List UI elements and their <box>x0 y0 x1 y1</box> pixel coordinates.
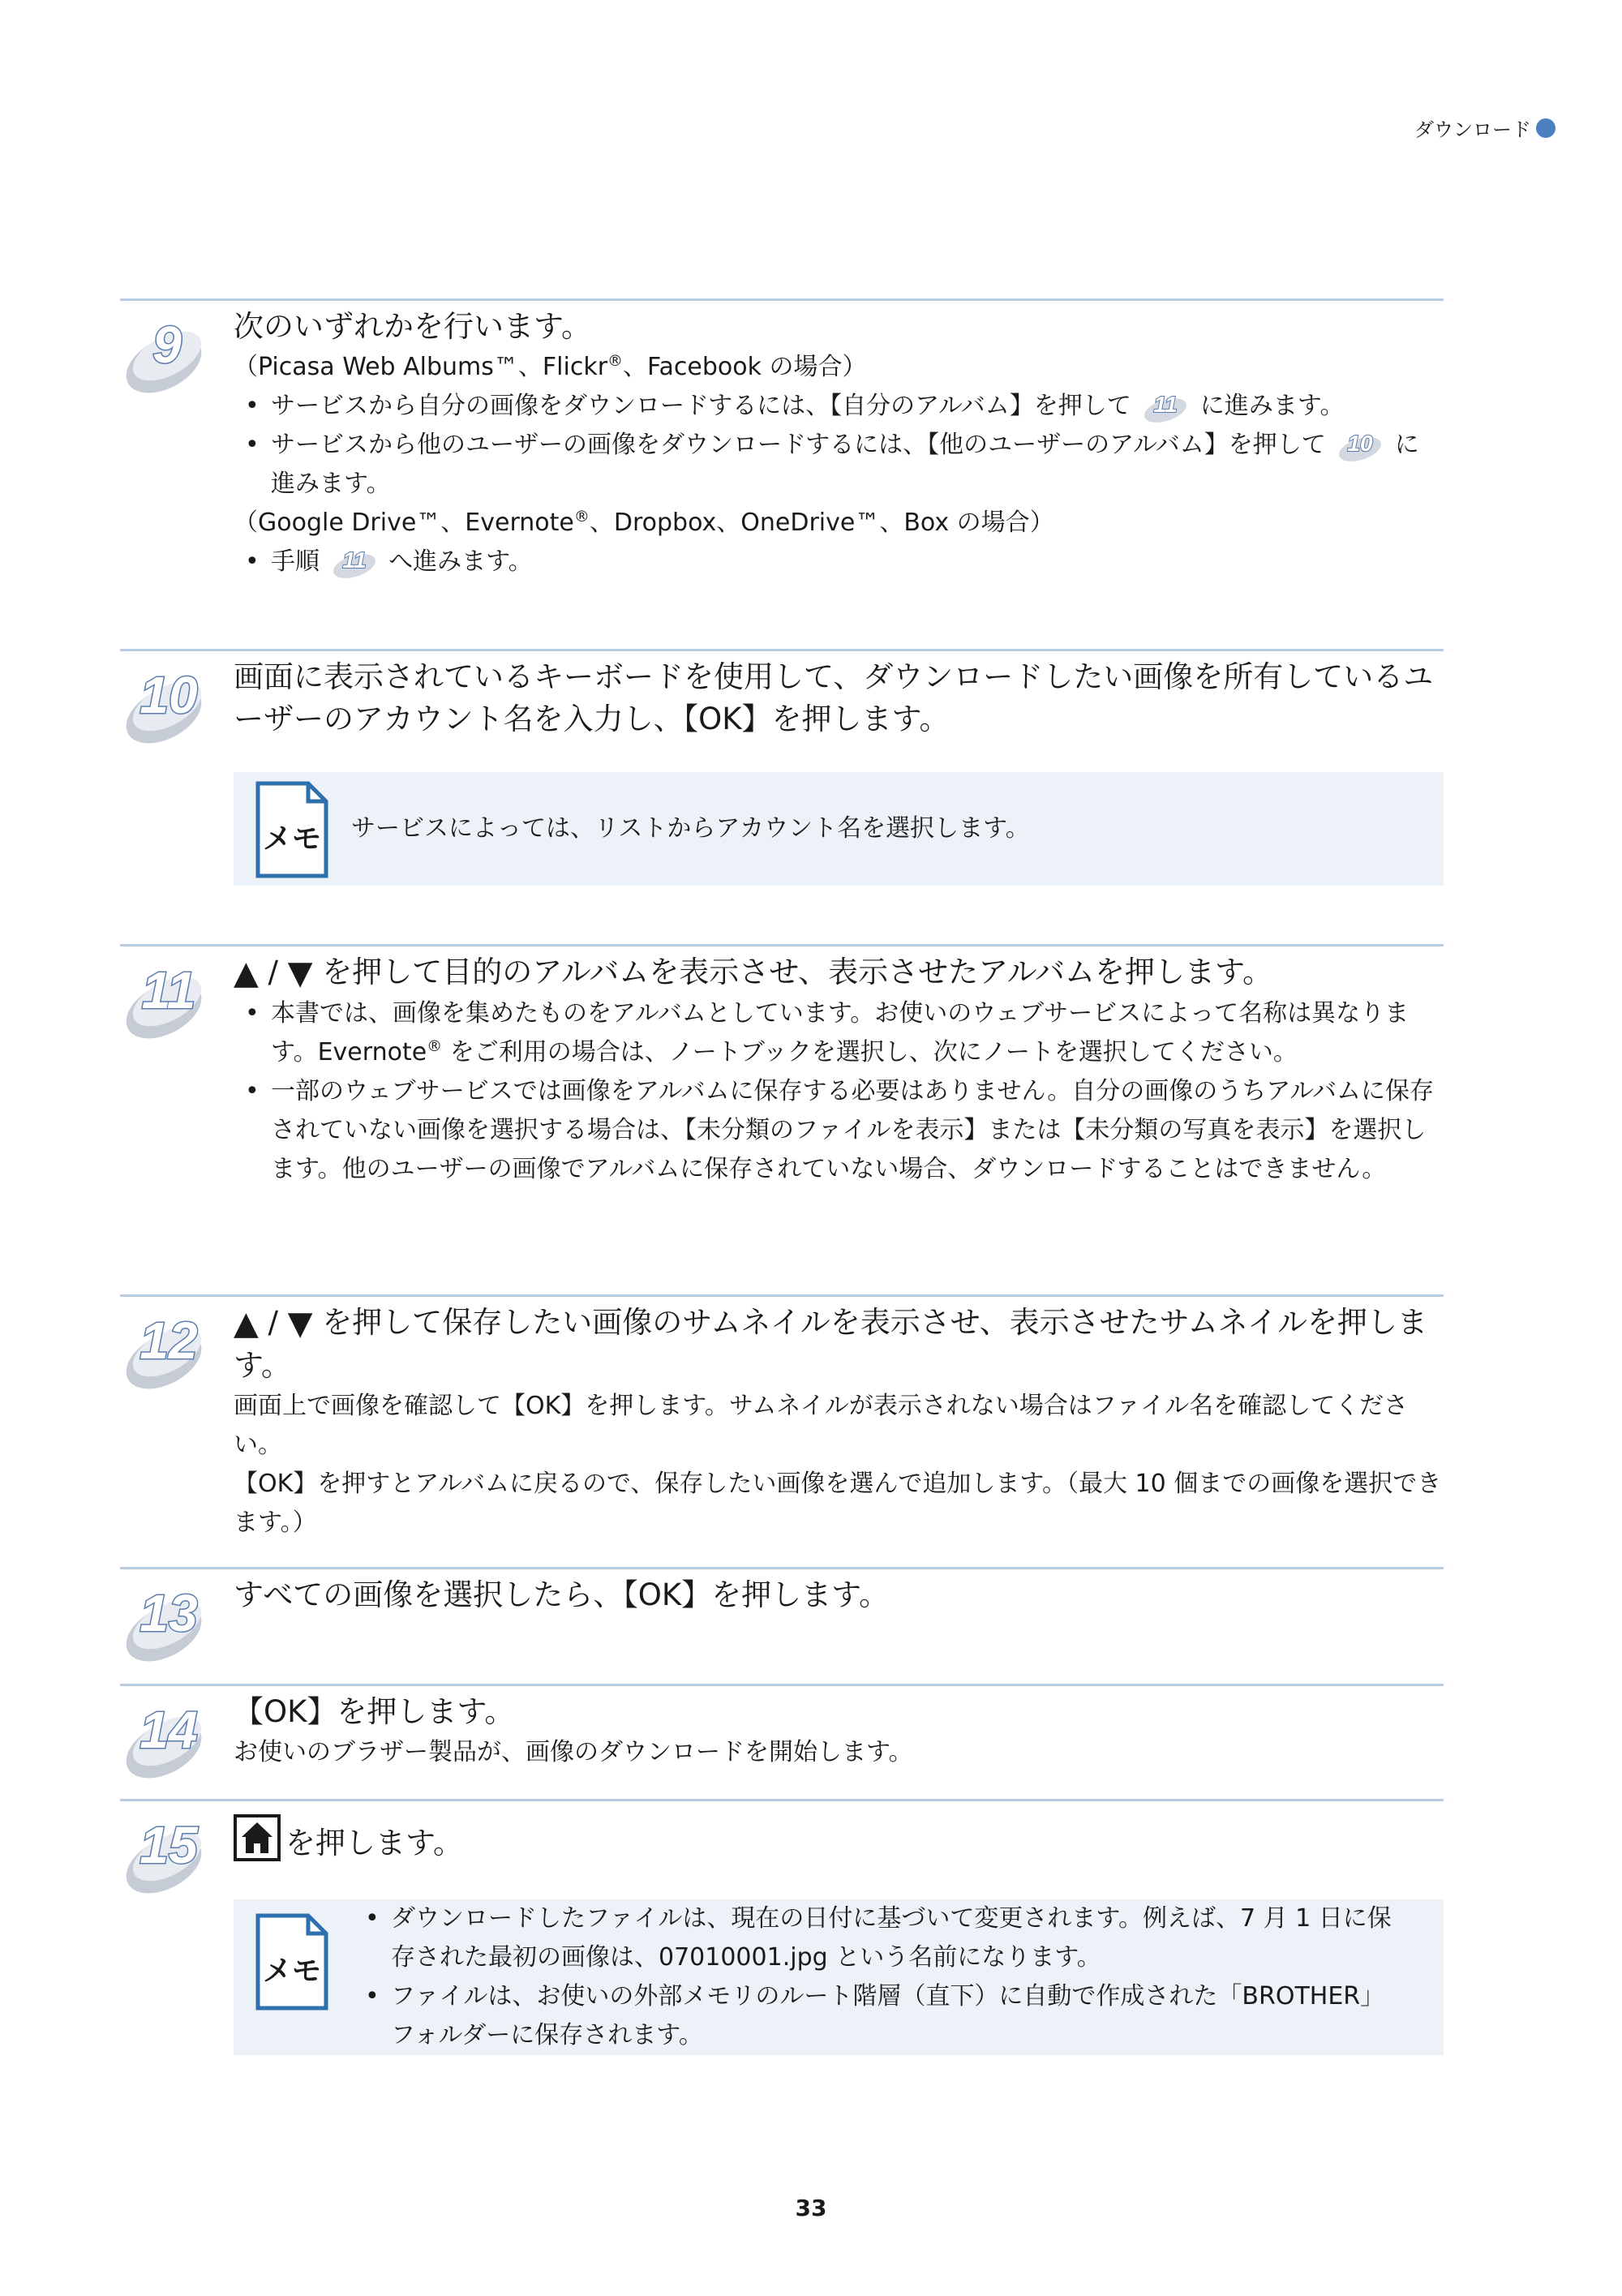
step-number: 10 <box>139 666 198 724</box>
step-number: 14 <box>139 1701 198 1759</box>
list-item: • 本書では、画像を集めたものをアルバムとしています。お使いのウェブサービスによって名称は異なります。Evernote® をご利用の場合は、ノートブックを選択し、次にノートを選択してください。 <box>234 994 1442 1072</box>
step-13 <box>120 1567 1444 1683</box>
case-label: （Picasa Web Albums™、Flickr®、Facebook の場合） <box>234 352 867 381</box>
svg-text:メモ: メモ <box>262 822 322 856</box>
memo-list-item: • ダウンロードしたファイルは、現在の日付に基づいて変更されます。例えば、7 月 1 日に保存された最初の画像は、07010001.jpg という名前になります。 <box>354 1899 1408 1977</box>
svg-text:11: 11 <box>1153 391 1178 417</box>
step-number: 13 <box>139 1584 198 1642</box>
step-title: すべての画像を選択したら、【OK】を押します。 <box>234 1577 890 1612</box>
memo-icon <box>253 1912 331 2011</box>
memo-note <box>234 1899 1444 2055</box>
step-number: 11 <box>141 961 196 1019</box>
step-15 <box>120 1799 1444 1899</box>
step-title: ▲ / ▼ を押して目的のアルバムを表示させ、表示させたアルバムを押します。 <box>234 955 1273 992</box>
svg-text:10: 10 <box>1347 430 1373 456</box>
step-title: 【OK】を押します。 <box>234 1694 515 1729</box>
up-arrow-icon: ▲ <box>234 1305 259 1342</box>
home-icon <box>234 1814 281 1861</box>
step-12 <box>120 1294 1444 1564</box>
chapter-dot-icon <box>1536 118 1555 138</box>
step-10 <box>120 649 1444 765</box>
case-label: （Google Drive™、Evernote®、Dropbox、OneDrive™、Box の場合） <box>234 508 1054 537</box>
step-title: ▲ / ▼ を押して保存したい画像のサムネイルを表示させ、表示させたサムネイルを押します。 <box>234 1305 1428 1383</box>
down-arrow-icon: ▼ <box>287 1305 313 1342</box>
list-item: • 手順 11 へ進みます。 <box>234 543 1442 582</box>
step-number: 12 <box>139 1311 198 1370</box>
step-ref-badge <box>331 547 378 579</box>
step-9 <box>120 298 1444 642</box>
step-paragraph: お使いのブラザー製品が、画像のダウンロードを開始します。 <box>234 1738 913 1766</box>
step-title: 画面に表示されているキーボードを使用して、ダウンロードしたい画像を所有しているユーザーのアカウント名を入力し、【OK】を押します。 <box>234 659 1434 736</box>
step-paragraph: 画面上で画像を確認して【OK】を押します。サムネイルが表示されない場合はファイル名を確認してください。 <box>234 1392 1409 1459</box>
memo-list-item: • ファイルは、お使いの外部メモリのルート階層（直下）に自動で作成された「BROTHER」フォルダーに保存されます。 <box>354 1977 1408 2055</box>
up-arrow-icon: ▲ <box>234 955 259 992</box>
step-paragraph: 【OK】を押すとアルバムに戻るので、保存したい画像を選んで追加します。（最大 10 個までの画像を選択できます。） <box>234 1470 1442 1537</box>
list-item: • サービスから自分の画像をダウンロードするには、【自分のアルバム】を押して 11 に進みます。 <box>234 387 1442 426</box>
down-arrow-icon: ▼ <box>287 955 313 992</box>
step-number-badge <box>120 1584 217 1665</box>
step-title: を押します。 <box>234 1814 1442 1865</box>
memo-text: サービスによっては、リストからアカウント名を選択します。 <box>351 814 1030 843</box>
chapter-header <box>1414 114 1555 142</box>
list-item: • 一部のウェブサービスでは画像をアルバムに保存する必要はありません。自分の画像のうちアルバムに保存されていない画像を選択する場合は、【未分類のファイルを表示】または【未分類の写真を表示】を選択します。他のユーザーの画像でアルバムに保存されていない場合、ダウンロードすることはできません。 <box>234 1072 1442 1189</box>
memo-note <box>234 772 1444 886</box>
memo-icon <box>253 780 331 879</box>
list-item: • サービスから他のユーザーの画像をダウンロードするには、【他のユーザーのアルバム】を押して 10 に進みます。 <box>234 426 1442 504</box>
page-number: 33 <box>795 2195 827 2221</box>
step-title: 次のいずれかを行います。 <box>234 309 592 344</box>
svg-text:メモ: メモ <box>262 1955 322 1988</box>
step-14 <box>120 1684 1444 1800</box>
step-number-badge <box>120 315 217 397</box>
step-number-badge <box>120 1816 217 1897</box>
step-11 <box>120 944 1444 1287</box>
step-number: 9 <box>152 315 182 374</box>
svg-text:11: 11 <box>342 547 367 573</box>
step-number-badge <box>120 1701 217 1782</box>
step-number-badge <box>120 666 217 747</box>
step-ref-badge <box>1337 430 1384 462</box>
step-number-badge <box>120 961 217 1042</box>
step-ref-badge <box>1142 391 1189 423</box>
chapter-title: ダウンロード <box>1414 118 1531 141</box>
step-number-badge <box>120 1311 217 1393</box>
step-number: 15 <box>139 1816 198 1874</box>
